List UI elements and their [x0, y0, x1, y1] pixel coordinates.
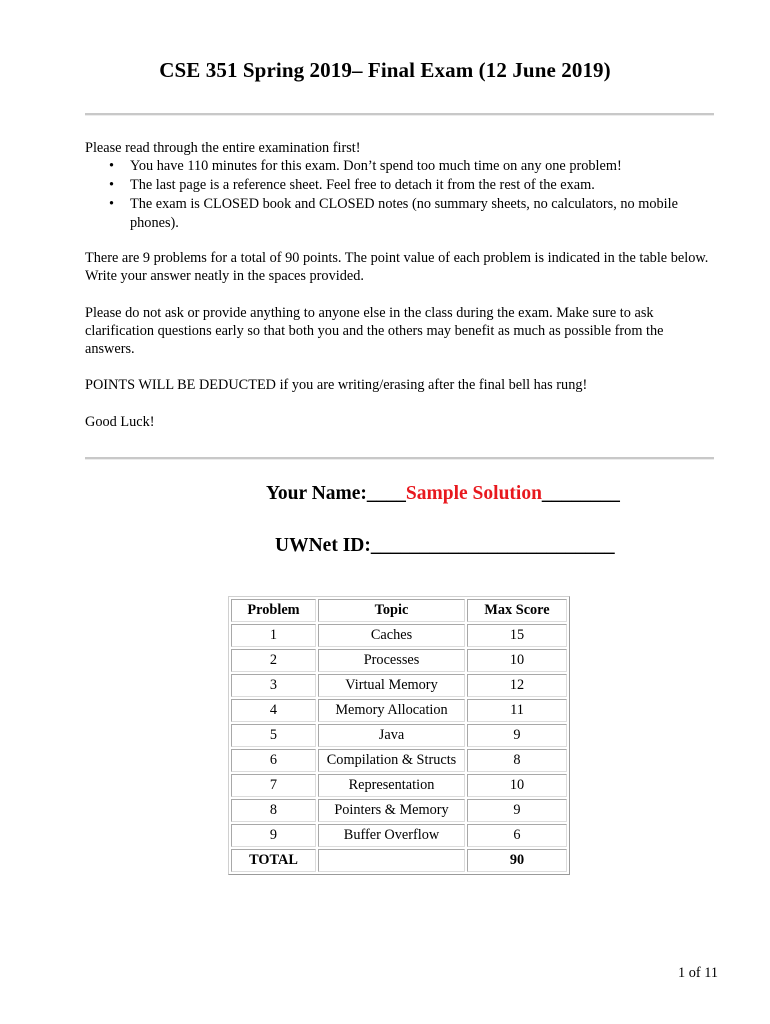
bullet-icon: •	[109, 158, 115, 174]
problem-cell: 7	[231, 774, 316, 797]
max-score-cell: 6	[467, 824, 567, 847]
id-field	[275, 535, 615, 557]
id-blank: _________________________	[370, 535, 615, 556]
problem-cell: 6	[231, 749, 316, 772]
problem-cell: 1	[231, 624, 316, 647]
table-row	[231, 699, 567, 722]
table-row	[231, 624, 567, 647]
topic-cell: Pointers & Memory	[318, 799, 465, 822]
name-prefix: ____	[366, 483, 406, 504]
topic-cell: Buffer Overflow	[318, 824, 465, 847]
intro-text: Please read through the entire examination first!	[85, 140, 361, 156]
table-header-row	[231, 599, 567, 622]
header-max-score: Max Score	[467, 599, 567, 622]
top-divider	[85, 113, 714, 116]
table-row	[231, 749, 567, 772]
max-score-cell: 9	[467, 724, 567, 747]
table-row	[231, 824, 567, 847]
list-item-text: The exam is CLOSED book and CLOSED notes (no summary sheets, no calculators, no mobile phones).	[130, 196, 678, 231]
topic-cell: Java	[318, 724, 465, 747]
score-table	[228, 596, 570, 875]
topic-cell: Processes	[318, 649, 465, 672]
bottom-divider	[85, 457, 714, 460]
table-total-row	[231, 849, 567, 872]
points-note: POINTS WILL BE DEDUCTED if you are writing/erasing after the final bell has rung!	[85, 377, 588, 393]
topic-cell: Caches	[318, 624, 465, 647]
table-row	[231, 674, 567, 697]
list-item-text: You have 110 minutes for this exam. Don’t spend too much time on any one problem!	[130, 158, 622, 174]
ask-note: Please do not ask or provide anything to anyone else in the class during the exam. Make sure to ask clarification questions early so that both you and the others may benefit as much as possible from the answers.	[85, 305, 664, 357]
max-score-cell: 10	[467, 649, 567, 672]
bullet-icon: •	[109, 177, 115, 193]
list-item	[85, 176, 715, 195]
topic-cell: Virtual Memory	[318, 674, 465, 697]
total-label-cell: TOTAL	[231, 849, 316, 872]
max-score-cell: 10	[467, 774, 567, 797]
name-value: Sample Solution	[405, 483, 542, 504]
table-row	[231, 649, 567, 672]
good-luck: Good Luck!	[85, 414, 155, 430]
total-topic-cell	[318, 849, 465, 872]
problems-note: There are 9 problems for a total of 90 points. The point value of each problem is indicated in the table below. Write your answer neatly in the spaces provided.	[85, 250, 709, 284]
problem-cell: 4	[231, 699, 316, 722]
max-score-cell: 11	[467, 699, 567, 722]
topic-cell: Representation	[318, 774, 465, 797]
bullet-icon: •	[109, 196, 115, 212]
list-item	[85, 195, 715, 233]
header-problem: Problem	[231, 599, 316, 622]
total-score-cell: 90	[467, 849, 567, 872]
table-row	[231, 774, 567, 797]
table-row	[231, 724, 567, 747]
problem-cell: 5	[231, 724, 316, 747]
max-score-cell: 15	[467, 624, 567, 647]
problem-cell: 3	[231, 674, 316, 697]
id-label: UWNet ID:	[275, 535, 371, 556]
list-item-text: The last page is a reference sheet. Feel free to detach it from the rest of the exam.	[130, 177, 595, 193]
page-number: 1 of 11	[678, 965, 718, 981]
page-title: CSE 351 Spring 2019– Final Exam (12 June 2019)	[159, 58, 611, 82]
name-field	[266, 483, 620, 505]
topic-cell: Compilation & Structs	[318, 749, 465, 772]
list-item	[85, 157, 715, 176]
instruction-list	[85, 157, 715, 233]
name-suffix: ________	[541, 483, 620, 504]
topic-cell: Memory Allocation	[318, 699, 465, 722]
table-row	[231, 799, 567, 822]
name-label: Your Name:	[266, 483, 367, 504]
problem-cell: 8	[231, 799, 316, 822]
header-topic: Topic	[318, 599, 465, 622]
problem-cell: 9	[231, 824, 316, 847]
max-score-cell: 9	[467, 799, 567, 822]
problem-cell: 2	[231, 649, 316, 672]
max-score-cell: 8	[467, 749, 567, 772]
max-score-cell: 12	[467, 674, 567, 697]
